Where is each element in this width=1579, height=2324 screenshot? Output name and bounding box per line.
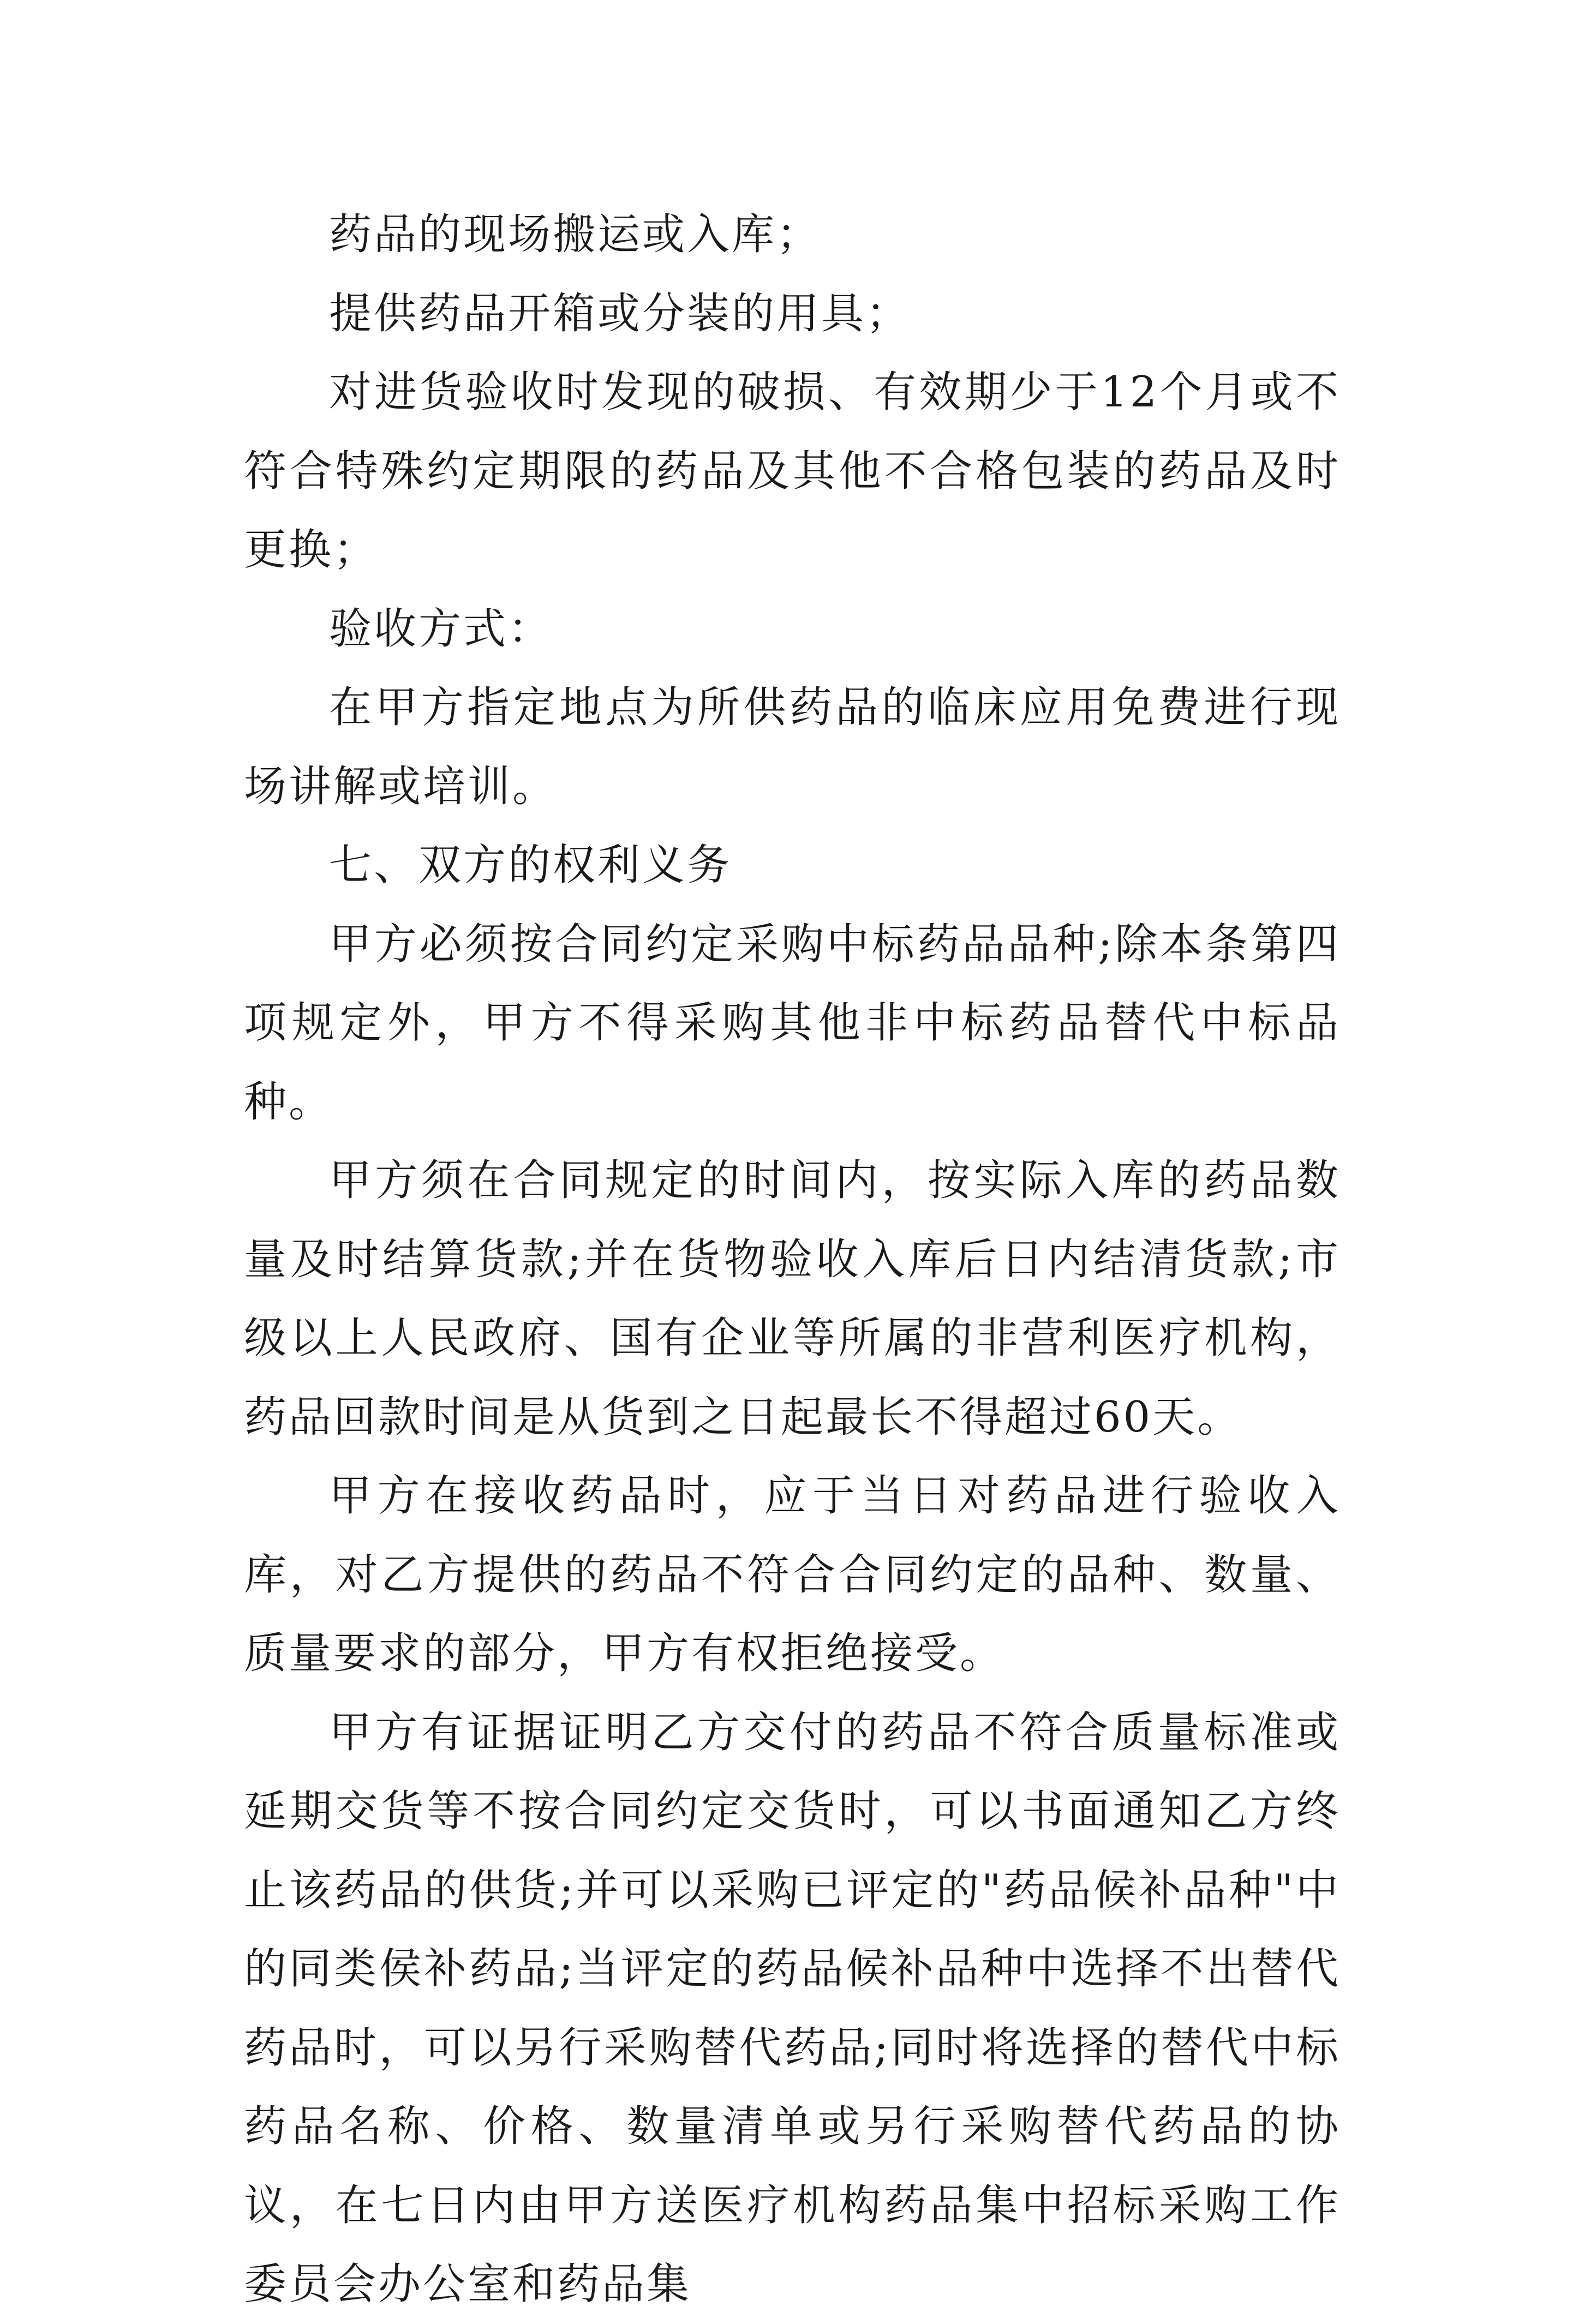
paragraph-purchase-obligation: 甲方必须按合同约定采购中标药品品种;除本条第四项规定外，甲方不得采购其他非中标药品替代中标品种。 [244,919,1341,1127]
paragraph-training: 在甲方指定地点为所供药品的临床应用免费进行现场讲解或培训。 [244,683,1341,811]
paragraph-receiving-inspection: 甲方在接收药品时，应于当日对药品进行验收入库，对乙方提供的药品不符合合同约定的品种、数量、质量要求的部分，甲方有权拒绝接受。 [244,1471,1341,1678]
paragraph-onsite-transport: 药品的现场搬运或入库； [329,210,822,259]
paragraph-termination-substitution: 甲方有证据证明乙方交付的药品不符合质量标准或延期交货等不按合同约定交货时，可以书面通知乙方终止该药品的供货;并可以采购已评定的"药品候补品种"中的同类侯补药品;当评定的药品候补品种中选择不出替代药品时，可以另行采购替代药品;同时将选择的替代中标药品名称、价格、数量清单或另行采购替代药品的协议，在七日内由甲方送医疗机构药品集中招标采购工作委员会办公室和药品集 [244,1708,1341,2309]
document-body [244,195,1341,2324]
paragraph-tools: 提供药品开箱或分装的用具； [329,289,911,338]
paragraph-payment-settlement: 甲方须在合同规定的时间内，按实际入库的药品数量及时结算货款;并在货物验收入库后日内结清货款;市级以上人民政府、国有企业等所属的非营利医疗机构，药品回款时间是从货到之日起最长不得超过60天。 [244,1156,1341,1442]
paragraph-replacement: 对进货验收时发现的破损、有效期少于12个月或不符合特殊约定期限的药品及其他不合格包装的药品及时更换； [244,368,1341,574]
paragraph-acceptance-method: 验收方式： [329,604,553,654]
section-heading-rights-obligations: 七、双方的权利义务 [329,841,732,890]
